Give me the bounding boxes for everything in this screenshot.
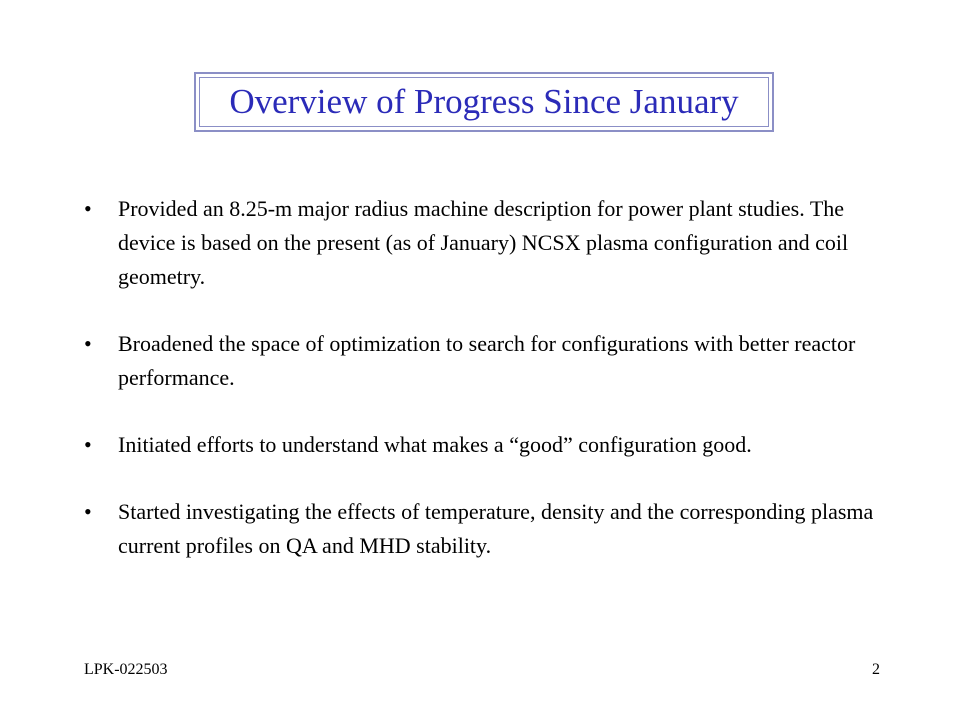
slide-title: Overview of Progress Since January (229, 82, 739, 121)
bullet-item (84, 495, 884, 563)
bullet-list (84, 192, 884, 596)
bullet-icon: • (84, 196, 92, 221)
bullet-item (84, 428, 884, 462)
footer-id: LPK-022503 (84, 661, 168, 678)
title-box (194, 72, 774, 132)
page-number: 2 (872, 661, 880, 678)
bullet-icon: • (84, 331, 92, 356)
bullet-text: Started investigating the effects of temperature, density and the corresponding plasma current profiles on QA and MHD stability. (118, 499, 874, 558)
bullet-item (84, 192, 884, 294)
bullet-text: Broadened the space of optimization to search for configurations with better reactor performance. (118, 331, 856, 390)
bullet-text: Initiated efforts to understand what makes a “good” configuration good. (118, 432, 752, 457)
bullet-text: Provided an 8.25-m major radius machine description for power plant studies. The device is based on the present (as of January) NCSX plasma configuration and coil geometry. (118, 196, 849, 289)
bullet-item (84, 327, 884, 395)
bullet-icon: • (84, 499, 92, 524)
bullet-icon: • (84, 432, 92, 457)
